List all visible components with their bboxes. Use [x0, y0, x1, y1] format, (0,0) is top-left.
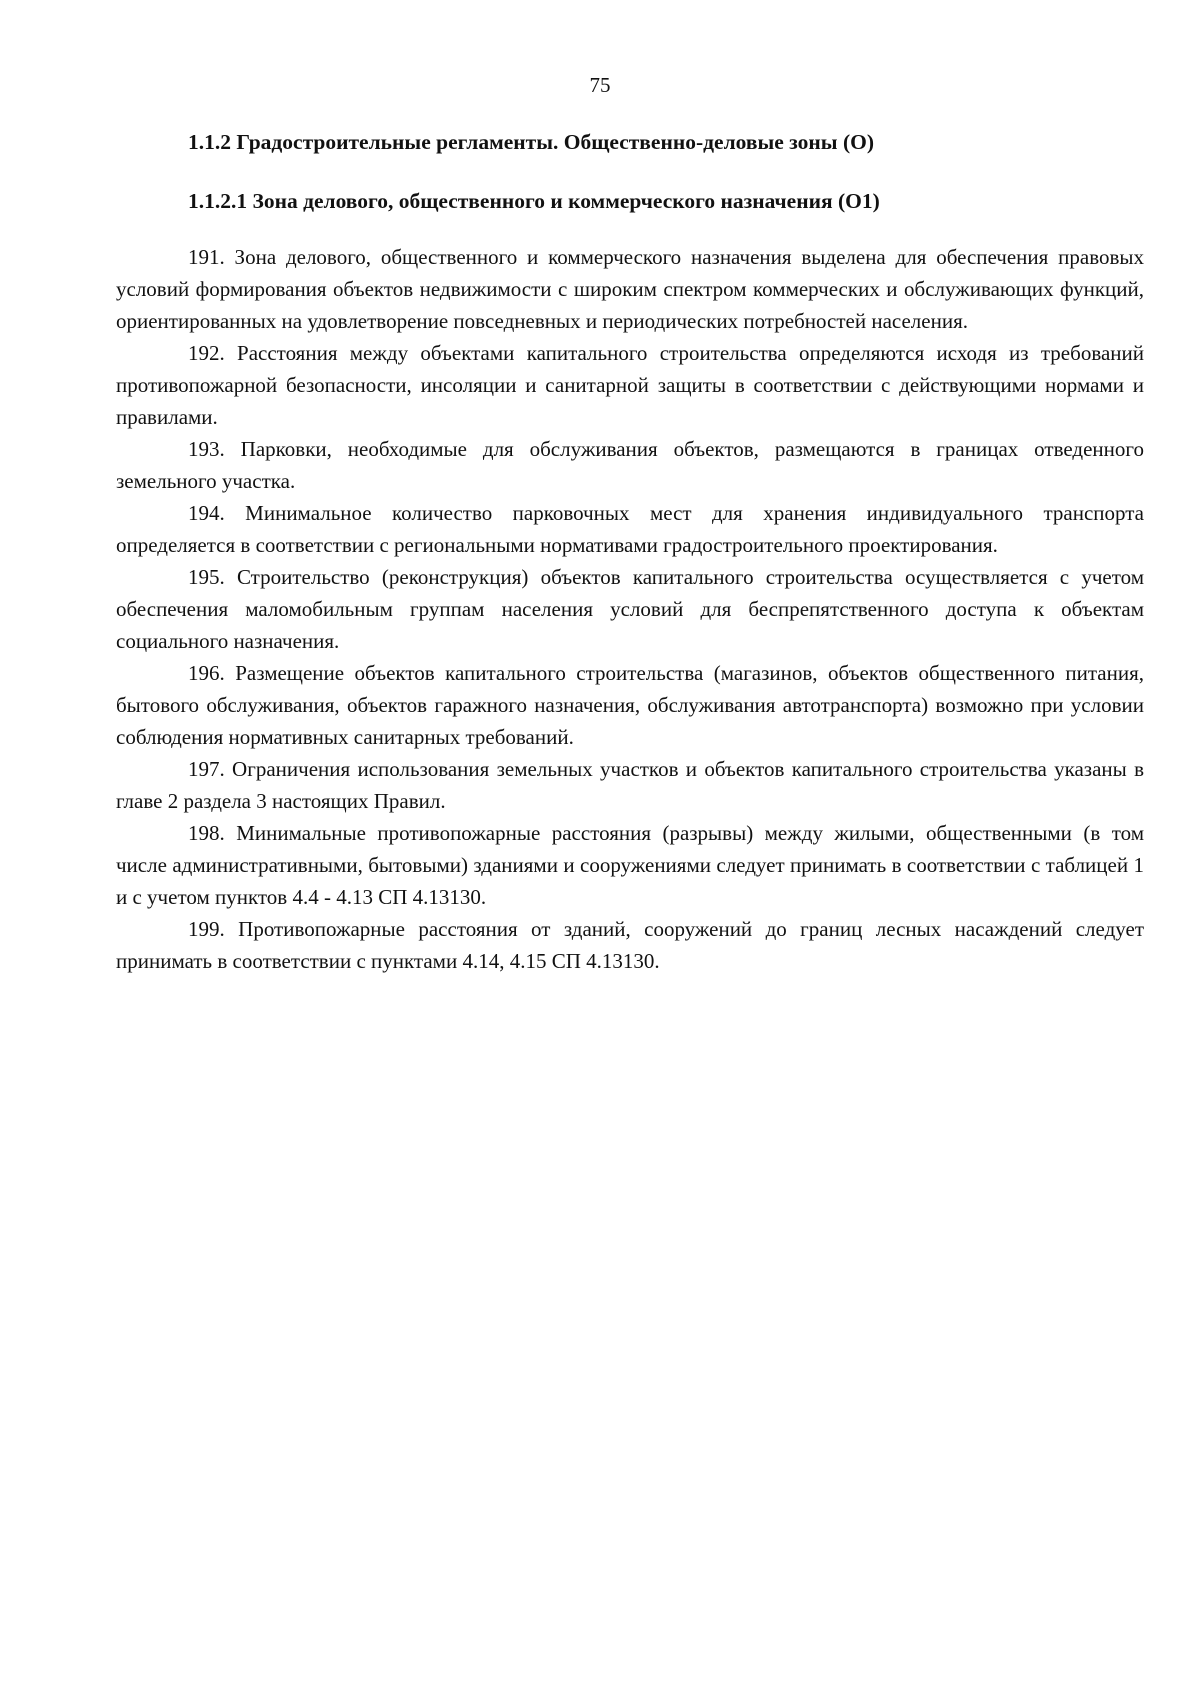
paragraph-196: 196. Размещение объектов капитального строительства (магазинов, объектов общественного питания, бытового обслуживания, объектов гаражного назначения, обслуживания автотранспорта) возможно при условии соблюдения нормативных санитарных требований. [116, 661, 1144, 749]
section-heading: 1.1.2 Градостроительные регламенты. Общественно-деловые зоны (О) [188, 130, 875, 154]
page-number: 75 [589, 73, 611, 97]
subsection-heading: 1.1.2.1 Зона делового, общественного и коммерческого назначения (О1) [188, 189, 880, 213]
body-text [116, 241, 1144, 977]
paragraph-199: 199. Противопожарные расстояния от зданий, сооружений до границ лесных насаждений следует принимать в соответствии с пунктами 4.14, 4.15 СП 4.13130. [116, 917, 1144, 973]
paragraph-198: 198. Минимальные противопожарные расстояния (разрывы) между жилыми, общественными (в том числе административными, бытовыми) зданиями и сооружениями следует принимать в соответствии с таблицей 1 и с учетом пунктов 4.4 - 4.13 СП 4.13130. [116, 821, 1144, 909]
paragraph-194: 194. Минимальное количество парковочных мест для хранения индивидуального транспорта определяется в соответствии с региональными нормативами градостроительного проектирования. [116, 501, 1144, 557]
paragraph-193: 193. Парковки, необходимые для обслуживания объектов, размещаются в границах отведенного земельного участка. [116, 437, 1144, 493]
paragraph-191: 191. Зона делового, общественного и коммерческого назначения выделена для обеспечения правовых условий формирования объектов недвижимости с широким спектром коммерческих и обслуживающих функций, ориентированных на удовлетворение повседневных и периодических потребностей населения. [116, 245, 1144, 333]
paragraph-197: 197. Ограничения использования земельных участков и объектов капитального строительства указаны в главе 2 раздела 3 настоящих Правил. [116, 757, 1144, 813]
paragraph-195: 195. Строительство (реконструкция) объектов капитального строительства осуществляется с учетом обеспечения маломобильным группам населения условий для беспрепятственного доступа к объектам социального назначения. [116, 565, 1144, 653]
paragraph-192: 192. Расстояния между объектами капитального строительства определяются исходя из требований противопожарной безопасности, инсоляции и санитарной защиты в соответствии с действующими нормами и правилами. [116, 341, 1144, 429]
